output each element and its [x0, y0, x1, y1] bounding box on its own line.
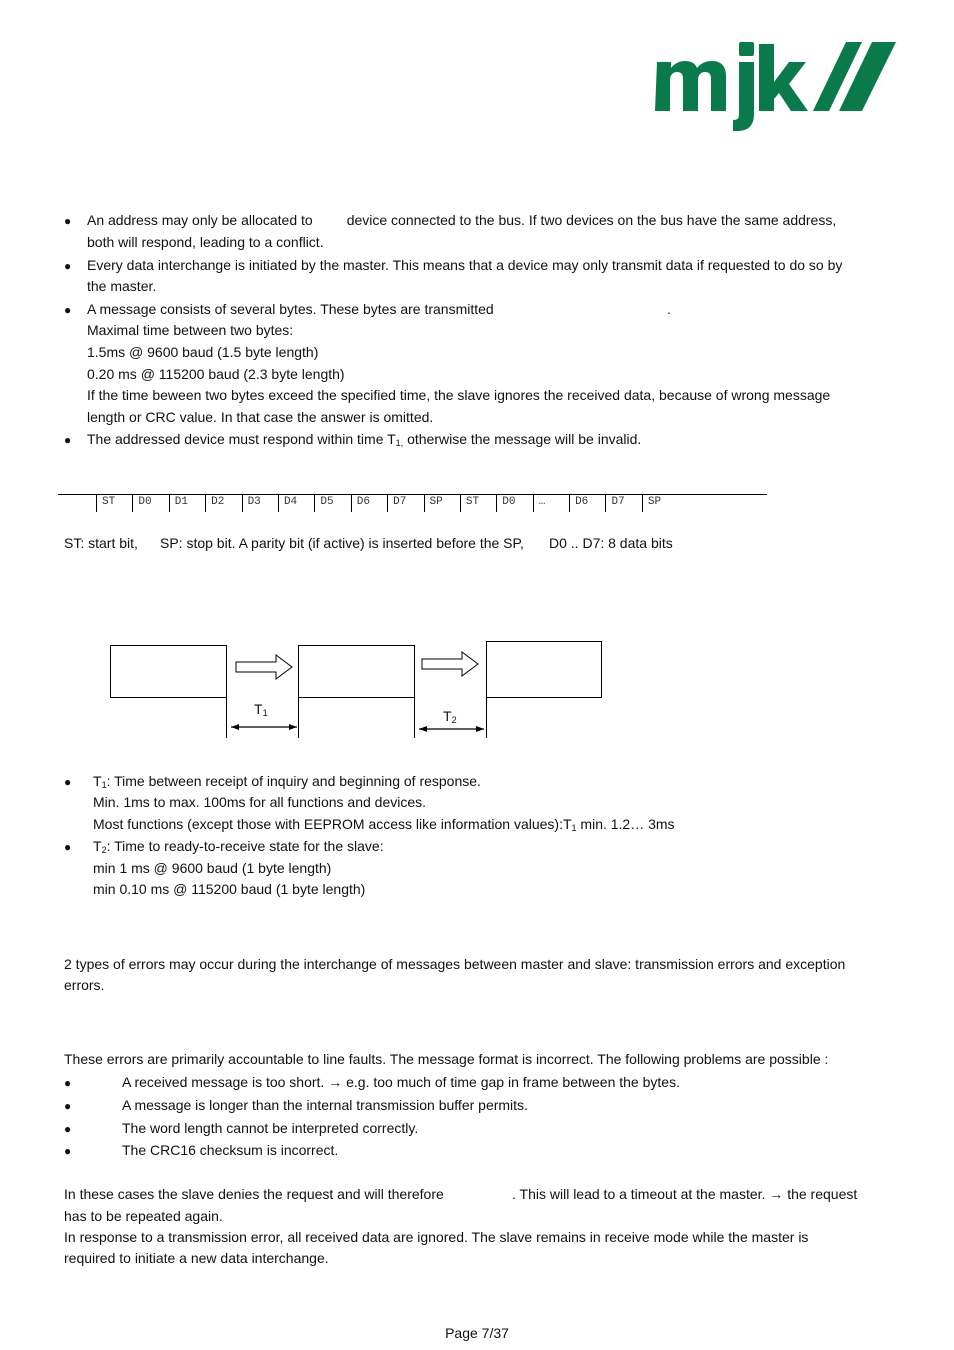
- frame-cell: SP: [424, 494, 460, 512]
- transmission-p1-pre: In these cases the slave denies the request and will therefore: [64, 1186, 444, 1202]
- frame-cell: D2: [205, 494, 241, 512]
- t2-marker-right: [486, 698, 487, 738]
- transmission-p1-line2: has to be repeated again.: [64, 1208, 223, 1224]
- bullet-bytes-line4: 0.20 ms @ 115200 baud (2.3 byte length): [87, 366, 345, 382]
- t1-arrowhead-left: [231, 724, 239, 730]
- frame-cell: D7: [605, 494, 641, 512]
- hollow-arrow-2: [422, 652, 478, 676]
- legend-st: ST: start bit,: [64, 535, 138, 551]
- bullet-dot: ●: [64, 1076, 72, 1090]
- t2-desc-line2: min 1 ms @ 9600 baud (1 byte length): [93, 860, 332, 876]
- frame-cell: ST: [460, 494, 496, 512]
- frame-cell: SP: [642, 494, 682, 512]
- bullet-dot: ●: [64, 259, 72, 273]
- transmission-p2-line2: required to initiate a new data interchange.: [64, 1250, 329, 1266]
- t1-marker-left: [226, 698, 227, 738]
- frame-cell: D4: [278, 494, 314, 512]
- transmission-item: A message is longer than the internal transmission buffer permits.: [122, 1097, 528, 1113]
- frame-cell: D0: [132, 494, 168, 512]
- bullet-dot: ●: [64, 214, 72, 228]
- transmission-item: The word length cannot be interpreted correctly.: [122, 1120, 419, 1136]
- frame-cell: D0: [496, 494, 532, 512]
- bullet-bytes-dot: .: [667, 301, 671, 317]
- t2-desc-line3: min 0.10 ms @ 115200 baud (1 byte length): [93, 881, 366, 897]
- page-number: Page 7/37: [445, 1325, 509, 1341]
- t2-label: $T_2$: [443, 708, 457, 725]
- t1-arrowhead-right: [289, 724, 297, 730]
- transmission-p2-line1: In response to a transmission error, all received data are ignored. The slave remains in receive mode while the master is: [64, 1229, 809, 1245]
- t1-desc-line2: Min. 1ms to max. 100ms for all functions and devices.: [93, 794, 427, 810]
- t2-desc-line1: $T_2$: Time to ready-to-receive state for the slave:: [93, 838, 384, 855]
- hollow-arrow-1: [236, 655, 292, 679]
- bullet-bytes-line2: Maximal time between two bytes:: [87, 322, 294, 338]
- t1-desc-line3: Most functions (except those with EEPROM access like information $values):T_1$ min. 1.2… 3ms: [93, 816, 675, 833]
- bullet-address-line2: both will respond, leading to a conflict.: [87, 234, 324, 250]
- t1-label: $T_1$: [254, 701, 268, 718]
- frame-cell: D6: [569, 494, 605, 512]
- transmission-item: A received message is too short. → e.g. too much of time gap in frame between the bytes.: [122, 1074, 680, 1090]
- bullet-bytes-line5: If the time beween two bytes exceed the specified time, the slave ignores the received data, because of wrong message: [87, 387, 831, 403]
- transmission-p1-post: . This will lead to a timeout at the master. → the request: [512, 1186, 858, 1202]
- bullet-respond: The addressed device must respond within time $T_{1,}$ otherwise the message will be invalid.: [87, 431, 642, 448]
- bullet-dot: ●: [64, 433, 72, 447]
- bullet-dot: ●: [64, 840, 72, 854]
- frame-cell: D1: [169, 494, 205, 512]
- bullet-master-line2: the master.: [87, 278, 157, 294]
- legend-sp: SP: stop bit. A parity bit (if active) is inserted before the SP,: [160, 535, 524, 551]
- t2-marker-left: [414, 698, 415, 738]
- bullet-dot: ●: [64, 303, 72, 317]
- frame-cell: D7: [387, 494, 423, 512]
- errors-intro-line1: 2 types of errors may occur during the interchange of messages between master and slave: transmission errors and exception: [64, 956, 846, 972]
- transmission-intro: These errors are primarily accountable to line faults. The message format is incorrect. The following problems are possible :: [64, 1051, 829, 1067]
- bullet-dot: ●: [64, 1099, 72, 1113]
- t1-marker-right: [298, 698, 299, 738]
- bullet-bytes-line1: A message consists of several bytes. These bytes are transmitted: [87, 301, 494, 317]
- bullet-dot: ●: [64, 775, 72, 789]
- bullet-dot: ●: [64, 1144, 72, 1158]
- bullet-bytes-line6: length or CRC value. In that case the answer is omitted.: [87, 409, 434, 425]
- bullet-master-line1: Every data interchange is initiated by the master. This means that a device may only transmit data if requested to do so by: [87, 257, 843, 273]
- frame-cell: D5: [314, 494, 350, 512]
- frame-cell: …: [533, 494, 569, 512]
- frame-cell: D6: [351, 494, 387, 512]
- frame-cell: ST: [96, 494, 132, 512]
- transmission-item: The CRC16 checksum is incorrect.: [122, 1142, 339, 1158]
- bullet-dot: ●: [64, 1122, 72, 1136]
- t1-desc-line1: $T_1$: Time between receipt of inquiry and beginning of response.: [93, 773, 481, 790]
- legend-data: D0 .. D7: 8 data bits: [549, 535, 673, 551]
- bullet-address-line1: An address may only be allocated to device connected to the bus. If two devices on the bus have the same address,: [87, 212, 837, 228]
- errors-intro-line2: errors.: [64, 977, 105, 993]
- t2-arrowhead-right: [476, 726, 484, 732]
- t2-arrowhead-left: [419, 726, 427, 732]
- frame-cell: D3: [242, 494, 278, 512]
- bullet-bytes-line3: 1.5ms @ 9600 baud (1.5 byte length): [87, 344, 319, 360]
